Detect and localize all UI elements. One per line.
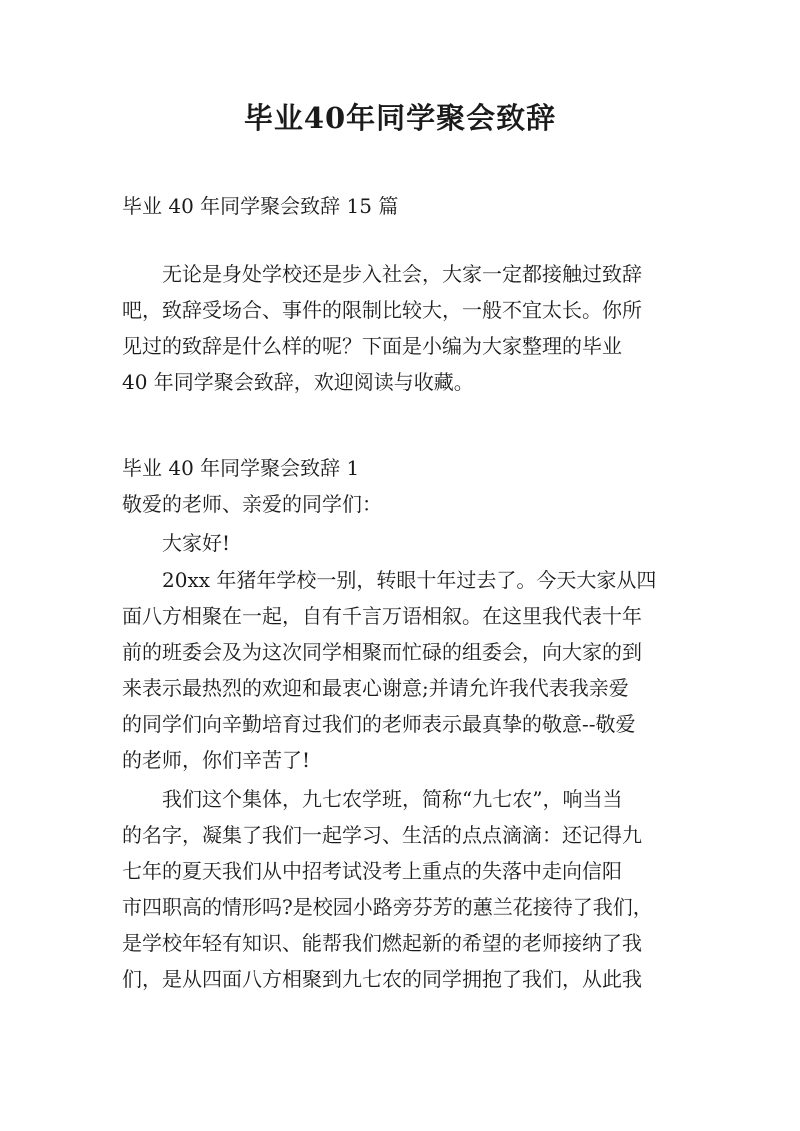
intro-line: 吧，致辞受场合、事件的限制比较大，一般不宜太长。你所 <box>122 298 642 322</box>
document-title: 毕业40年同学聚会致辞 <box>243 101 557 135</box>
intro-line: 见过的致辞是什么样的呢？下面是小编为大家整理的毕业 <box>122 334 622 358</box>
paragraph-line: 前的班委会及为这次同学相聚而忙碌的组委会，向大家的到 <box>122 640 642 664</box>
paragraph-line: 来表示最热烈的欢迎和最衷心谢意;并请允许我代表我亲爱 <box>122 676 629 700</box>
paragraph-line: 是学校年轻有知识、能帮我们燃起新的希望的老师接纳了我 <box>122 931 642 955</box>
paragraph-line: 的老师，你们辛苦了! <box>122 748 311 772</box>
section-heading: 毕业 40 年同学聚会致辞 1 <box>122 456 360 480</box>
document-subtitle: 毕业 40 年同学聚会致辞 15 篇 <box>122 194 399 218</box>
greeting: 大家好! <box>162 531 231 555</box>
paragraph-line: 市四职高的情形吗?是校园小路旁芬芳的蕙兰花接待了我们， <box>122 895 653 919</box>
paragraph-line: 七年的夏天我们从中招考试没考上重点的失落中走向信阳 <box>122 859 622 883</box>
salutation: 敬爱的老师、亲爱的同学们： <box>122 492 382 516</box>
paragraph-line: 的同学们向辛勤培育过我们的老师表示最真挚的敬意--敬爱 <box>122 712 636 736</box>
intro-line: 40 年同学聚会致辞，欢迎阅读与收藏。 <box>122 370 474 394</box>
paragraph-line: 20xx 年猪年学校一别，转眼十年过去了。今天大家从四 <box>162 568 657 592</box>
paragraph-line: 面八方相聚在一起，自有千言万语相叙。在这里我代表十年 <box>122 604 642 628</box>
paragraph-line: 们，是从四面八方相聚到九七农的同学拥抱了我们，从此我 <box>122 967 642 991</box>
paragraph-line: 我们这个集体，九七农学班，简称“九七农”，响当当 <box>162 787 623 811</box>
intro-line: 无论是身处学校还是步入社会，大家一定都接触过致辞 <box>162 262 642 286</box>
paragraph-line: 的名字，凝集了我们一起学习、生活的点点滴滴：还记得九 <box>122 823 642 847</box>
